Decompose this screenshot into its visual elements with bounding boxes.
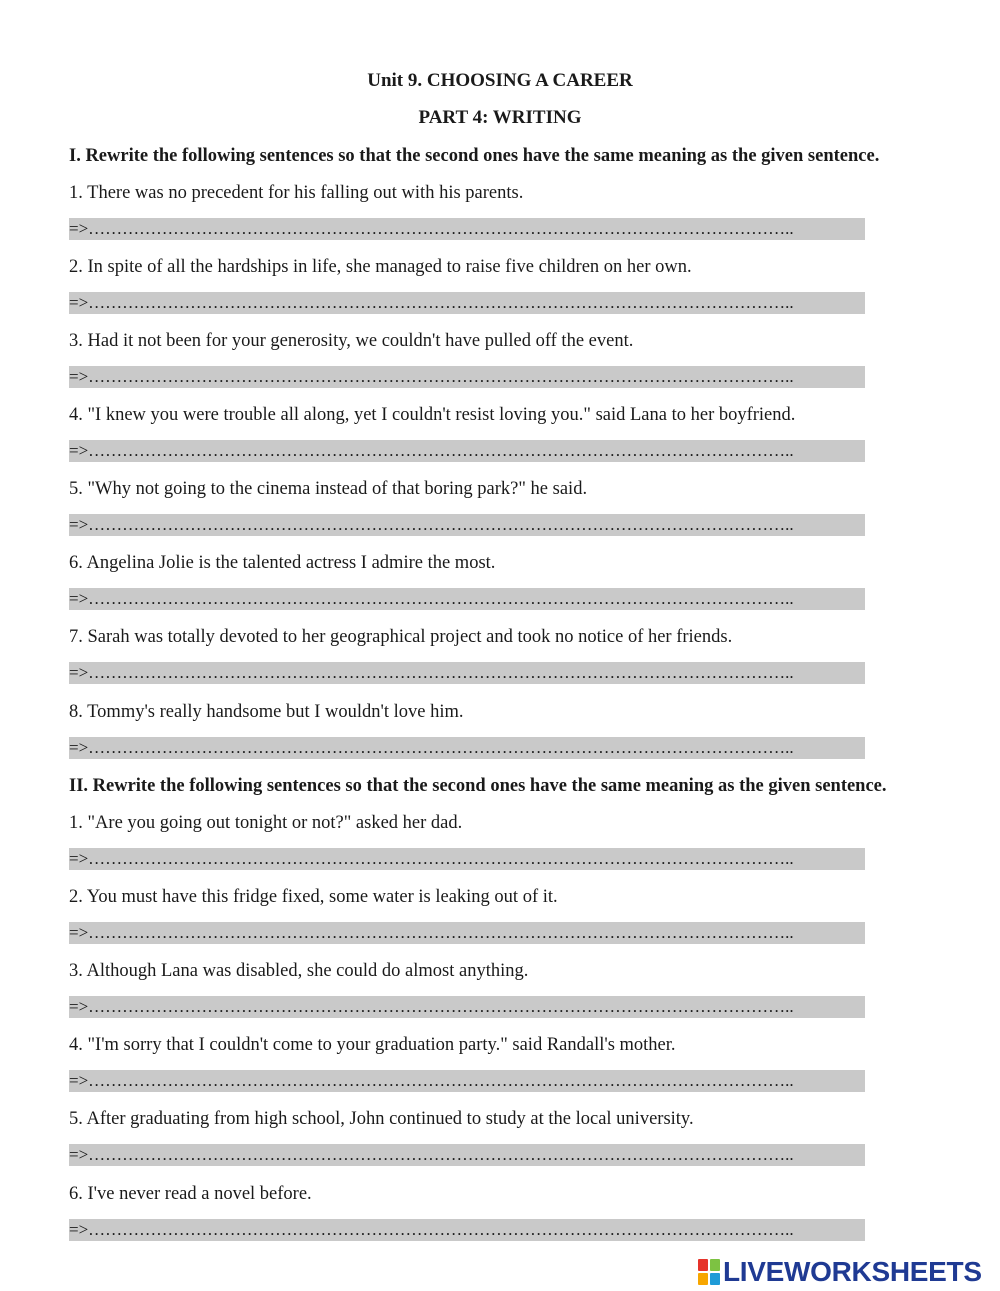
- logo-block-3: [698, 1273, 708, 1285]
- section-2-question-4: 4. "I'm sorry that I couldn't come to your graduation party." said Randall's mother.: [69, 1035, 676, 1055]
- logo-block-2: [710, 1259, 720, 1271]
- page-title: Unit 9. CHOOSING A CAREER: [367, 70, 633, 91]
- section-1-question-2: 2. In spite of all the hardships in life, she managed to raise five children on her own.: [69, 257, 692, 277]
- section-2-answer-2[interactable]: =>……………………………………………………………………………………………………………..: [69, 922, 865, 944]
- section-1-answer-8[interactable]: =>……………………………………………………………………………………………………………..: [69, 737, 865, 759]
- section-1-answer-3[interactable]: =>……………………………………………………………………………………………………………..: [69, 366, 865, 388]
- section-2-heading: II. Rewrite the following sentences so that the second ones have the same meaning as the given sentence.: [69, 776, 887, 796]
- section-1-question-7: 7. Sarah was totally devoted to her geographical project and took no notice of her friends.: [69, 627, 733, 647]
- section-2-answer-5[interactable]: =>……………………………………………………………………………………………………………..: [69, 1144, 865, 1166]
- section-1-question-3: 3. Had it not been for your generosity, we couldn't have pulled off the event.: [69, 331, 634, 351]
- section-1-question-4: 4. "I knew you were trouble all along, yet I couldn't resist loving you." said Lana to her boyfriend.: [69, 405, 796, 425]
- section-2-question-1: 1. "Are you going out tonight or not?" asked her dad.: [69, 813, 463, 833]
- section-1-answer-6[interactable]: =>……………………………………………………………………………………………………………..: [69, 588, 865, 610]
- logo-block-4: [710, 1273, 720, 1285]
- section-1-answer-2[interactable]: =>……………………………………………………………………………………………………………..: [69, 292, 865, 314]
- logo-block-1: [698, 1259, 708, 1271]
- section-1-question-6: 6. Angelina Jolie is the talented actress I admire the most.: [69, 553, 496, 573]
- section-2-question-3: 3. Although Lana was disabled, she could do almost anything.: [69, 961, 529, 981]
- section-2-answer-1[interactable]: =>……………………………………………………………………………………………………………..: [69, 848, 865, 870]
- section-1-question-5: 5. "Why not going to the cinema instead of that boring park?" he said.: [69, 479, 588, 499]
- section-2-answer-3[interactable]: =>……………………………………………………………………………………………………………..: [69, 996, 865, 1018]
- section-2-question-2: 2. You must have this fridge fixed, some water is leaking out of it.: [69, 887, 558, 907]
- logo-text: LIVEWORKSHEETS: [723, 1256, 982, 1287]
- section-1-question-8: 8. Tommy's really handsome but I wouldn't love him.: [69, 702, 464, 722]
- section-2-question-5: 5. After graduating from high school, John continued to study at the local university.: [69, 1109, 694, 1129]
- liveworksheets-logo-icon: [698, 1259, 720, 1285]
- section-2-question-6: 6. I've never read a novel before.: [69, 1184, 312, 1204]
- section-1-answer-5[interactable]: =>……………………………………………………………………………………………………………..: [69, 514, 865, 536]
- section-1-answer-1[interactable]: =>……………………………………………………………………………………………………………..: [69, 218, 865, 240]
- section-1-question-1: 1. There was no precedent for his falling out with his parents.: [69, 183, 524, 203]
- section-2-answer-4[interactable]: =>……………………………………………………………………………………………………………..: [69, 1070, 865, 1092]
- section-2-answer-6[interactable]: =>……………………………………………………………………………………………………………..: [69, 1219, 865, 1241]
- section-1-answer-7[interactable]: =>……………………………………………………………………………………………………………..: [69, 662, 865, 684]
- page-subtitle: PART 4: WRITING: [418, 107, 582, 128]
- section-1-heading: I. Rewrite the following sentences so that the second ones have the same meaning as the given sentence.: [69, 146, 880, 166]
- section-1-answer-4[interactable]: =>……………………………………………………………………………………………………………..: [69, 440, 865, 462]
- liveworksheets-logo: [698, 1257, 982, 1287]
